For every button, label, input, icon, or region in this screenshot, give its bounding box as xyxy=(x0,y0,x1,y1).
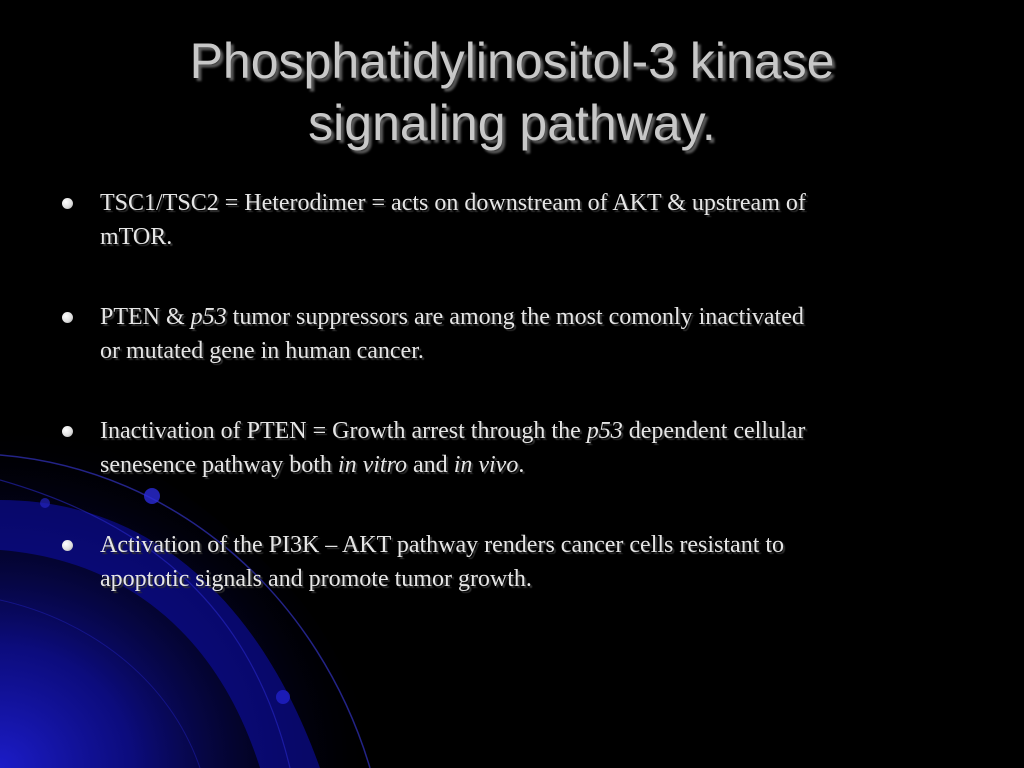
bullet-list xyxy=(62,186,962,642)
bullet-2-text-b: tumor suppressors are among the most comonly inactivated xyxy=(226,304,804,330)
bullet-2-italic: p53 xyxy=(190,304,227,330)
bullet-1-line-2: mTOR. xyxy=(100,224,173,250)
bullet-1-line-1: TSC1/TSC2 = Heterodimer = acts on downstream of AKT & upstream of xyxy=(100,190,806,216)
bullet-3-text-d: and xyxy=(407,452,454,478)
title-line-1: Phosphatidylinositol-3 kinase xyxy=(189,33,835,89)
bullet-3-italic-2: in vitro xyxy=(337,452,408,478)
bullet-item-4 xyxy=(62,528,962,596)
bullet-item-3 xyxy=(62,414,962,482)
swirl-dot-2 xyxy=(40,498,50,508)
bullet-item-1 xyxy=(62,186,962,254)
bullet-3-text-e: . xyxy=(518,452,525,478)
bullet-2-line-2: or mutated gene in human cancer. xyxy=(100,338,424,364)
bullet-dot-icon xyxy=(62,540,73,551)
bullet-dot-icon xyxy=(62,426,73,437)
bullet-3-italic-1: p53 xyxy=(586,418,623,444)
slide-title xyxy=(0,30,1024,154)
bullet-item-2 xyxy=(62,300,962,368)
bullet-4-line-2: apoptotic signals and promote tumor growth. xyxy=(100,566,532,592)
bullet-3-text-b: dependent cellular xyxy=(622,418,806,444)
bullet-dot-icon xyxy=(62,198,73,209)
bullet-3-text-c: senesence pathway both xyxy=(100,452,338,478)
bullet-3-text-a: Inactivation of PTEN = Growth arrest through the xyxy=(100,418,587,444)
bullet-4-line-1: Activation of the PI3K – AKT pathway renders cancer cells resistant to xyxy=(100,532,785,558)
title-line-2: signaling pathway. xyxy=(308,95,716,151)
swirl-dot-3 xyxy=(276,690,290,704)
bullet-2-text-a: PTEN & xyxy=(100,304,191,330)
bullet-3-italic-3: in vivo xyxy=(453,452,519,478)
bullet-dot-icon xyxy=(62,312,73,323)
